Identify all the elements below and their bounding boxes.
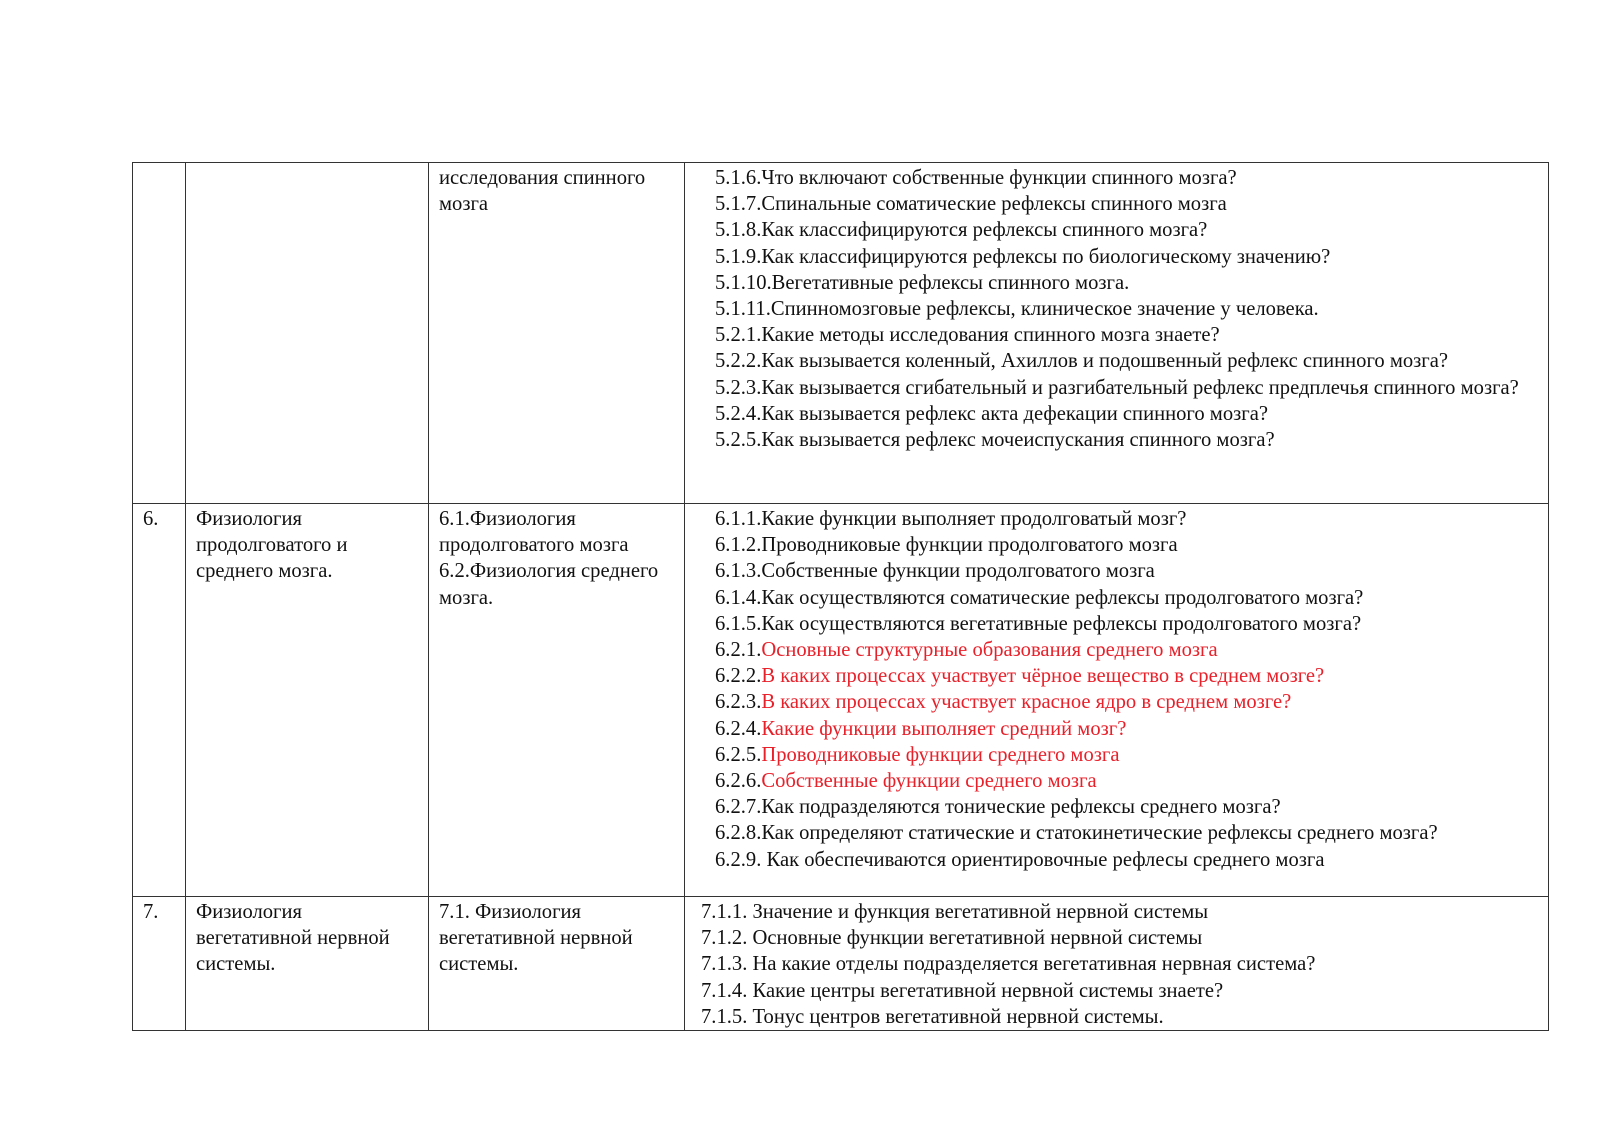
topic-text: Физиология продолговатого и среднего мозга. [196,508,348,583]
question-text: Какие функции выполняет продолговатый мозг? [761,508,1187,530]
question-item [715,244,1538,270]
row-number-cell [133,504,186,897]
question-text: Как осуществляются соматические рефлексы продолговатого мозга? [761,586,1364,609]
question-text: Спинномозговые рефлексы, клиническое значение у человека. [770,298,1319,321]
question-text: В каких процессах участвует красное ядро в среднем мозге? [761,691,1292,714]
question-item [715,296,1538,322]
question-text: Значение и функция вегетативной нервной системы [747,901,1209,923]
question-item [715,401,1538,427]
question-text: Какие функции выполняет средний мозг? [761,717,1127,740]
question-number: 5.2.3. [715,376,762,399]
question-text: Проводниковые функции продолговатого мозга [761,534,1178,557]
table-row [133,504,1549,897]
question-text: Тонус центров вегетативной нервной системы. [747,1005,1164,1028]
question-text: Спинальные соматические рефлексы спинного мозга [761,193,1227,216]
question-item [701,1004,1538,1030]
question-text: Основные структурные образования среднего мозга [761,639,1218,662]
question-number: 5.2.4. [715,402,762,425]
question-number: 6.1.3. [715,560,762,583]
question-item [715,820,1538,846]
question-item [715,847,1538,873]
question-item [701,978,1538,1004]
question-item [715,532,1538,558]
question-number: 7.1.3. [701,953,748,976]
question-text: Как осуществляются вегетативные рефлексы продолговатого мозга? [761,612,1362,635]
question-item [715,742,1538,768]
question-item [715,506,1538,532]
question-text: Какие центры вегетативной нервной системы знаете? [747,979,1224,1002]
topic-cell [186,897,429,1031]
question-number: 5.2.2. [715,350,762,373]
question-text: Какие методы исследования спинного мозга знаете? [761,324,1220,347]
question-text: Как классифицируются рефлексы по биологическому значению? [761,245,1331,268]
question-text: Что включают собственные функции спинного мозга? [761,167,1237,189]
subtopic-list [429,163,684,217]
question-item [715,663,1538,689]
question-number: 6.2.4. [715,717,762,740]
row-number: 6. [143,508,159,530]
subtopic-item: 6.1.Физиология продолговатого мозга [439,508,629,557]
question-number: 7.1.2. [701,927,748,950]
question-text: Как вызывается сгибательный и разгибательный рефлекс предплечья спинного мозга? [761,376,1519,399]
question-item [701,899,1538,925]
subtopic-item: исследования спинного мозга [439,167,646,216]
question-number: 5.1.9. [715,245,762,268]
question-list [685,163,1548,453]
questions-cell [685,897,1549,1031]
question-text: Собственные функции среднего мозга [761,770,1097,793]
question-number: 7.1.5. [701,1005,748,1028]
question-text: Основные функции вегетативной нервной системы [747,927,1203,950]
question-number: 6.2.3. [715,691,762,714]
question-text: Как классифицируются рефлексы спинного мозга? [761,219,1208,242]
question-item [701,951,1538,977]
question-item [715,768,1538,794]
question-number: 6.2.5. [715,743,762,766]
subtopic-item: 6.2.Физиология среднего мозга. [439,560,659,609]
subtopic-list [429,897,684,978]
question-item [715,375,1538,401]
question-number: 6.2.9. [715,848,762,871]
table-row [133,897,1549,1031]
question-item [715,637,1538,663]
question-number: 6.2.1. [715,639,762,662]
row-number-cell [133,897,186,1031]
question-number: 5.1.7. [715,193,762,216]
question-text: В каких процессах участвует чёрное вещество в среднем мозге? [761,665,1325,688]
question-number: 6.2.6. [715,770,762,793]
topics-table [132,162,1549,1031]
question-text: Как вызывается рефлекс мочеиспускания спинного мозга? [761,429,1275,452]
subtopic-list [429,504,684,611]
subtopics-cell [429,504,685,897]
question-number: 7.1.1. [701,901,748,923]
question-text: Как вызывается рефлекс акта дефекации спинного мозга? [761,402,1269,425]
question-number: 6.2.8. [715,822,762,845]
question-item [715,165,1538,191]
question-text: Вегетативные рефлексы спинного мозга. [771,271,1130,294]
question-number: 6.1.5. [715,612,762,635]
topic-cell [186,504,429,897]
question-number: 5.2.5. [715,429,762,452]
row-number [133,163,185,165]
question-item [715,427,1538,453]
question-item [715,558,1538,584]
question-item [701,925,1538,951]
question-number: 5.1.11. [715,298,771,321]
question-text: Собственные функции продолговатого мозга [761,560,1155,583]
question-text: Как вызывается коленный, Ахиллов и подошвенный рефлекс спинного мозга? [761,350,1449,373]
topic-cell [186,163,429,504]
subtopics-cell [429,897,685,1031]
question-item [715,794,1538,820]
question-item [715,348,1538,374]
question-text: На какие отделы подразделяется вегетативная нервная система? [747,953,1316,976]
question-item [715,270,1538,296]
question-number: 5.1.10. [715,271,772,294]
question-text: Проводниковые функции среднего мозга [761,743,1120,766]
question-item [715,716,1538,742]
question-item [715,217,1538,243]
question-number: 6.1.2. [715,534,762,557]
question-item [715,322,1538,348]
question-number: 5.2.1. [715,324,762,347]
question-list [685,897,1548,1030]
questions-cell [685,504,1549,897]
question-item [715,689,1538,715]
row-number: 7. [143,901,159,923]
question-text: Как определяют статические и статокинетические рефлексы среднего мозга? [761,822,1438,845]
question-number: 7.1.4. [701,979,748,1002]
question-number: 6.1.4. [715,586,762,609]
question-item [715,585,1538,611]
question-text: Как обеспечиваются ориентировочные рефлесы среднего мозга [761,848,1325,871]
row-number-cell [133,163,186,504]
question-item [715,611,1538,637]
question-number: 6.1.1. [715,508,762,530]
subtopics-cell [429,163,685,504]
question-number: 5.1.6. [715,167,762,189]
question-list [685,504,1548,873]
table-row [133,163,1549,504]
question-item [715,191,1538,217]
question-number: 6.2.2. [715,665,762,688]
subtopic-item: 7.1. Физиология вегетативной нервной системы. [439,901,633,976]
question-number: 6.2.7. [715,796,762,819]
topic-text [186,163,428,165]
question-number: 5.1.8. [715,219,762,242]
questions-cell [685,163,1549,504]
question-text: Как подразделяются тонические рефлексы среднего мозга? [761,796,1281,819]
topic-text: Физиология вегетативной нервной системы. [196,901,390,976]
